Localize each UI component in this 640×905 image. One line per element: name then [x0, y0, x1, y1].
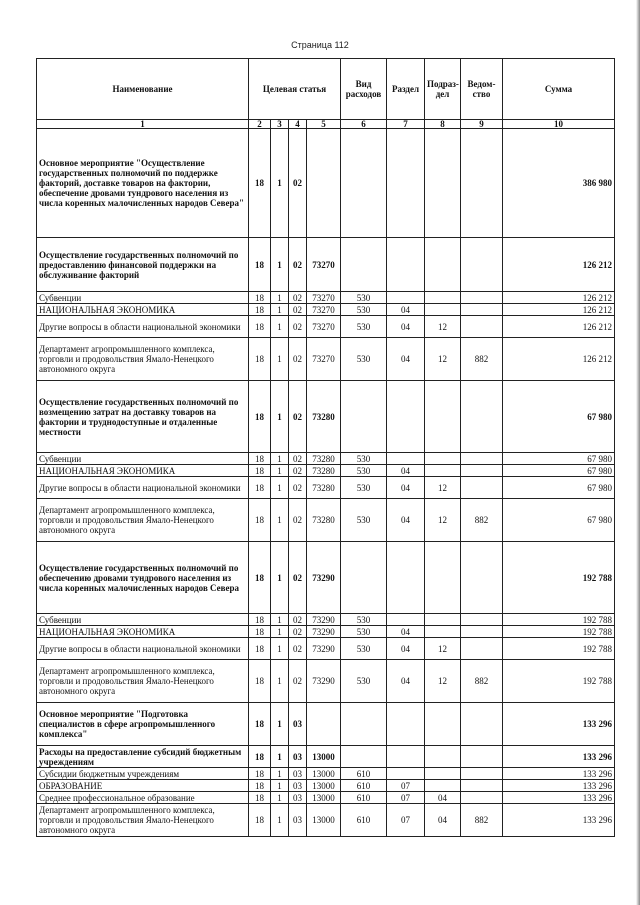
row-sum: 67 980 [503, 465, 615, 477]
cell-c8 [425, 614, 461, 626]
cell-c2: 18 [249, 542, 271, 614]
cell-c8 [425, 780, 461, 792]
row-sum: 133 296 [503, 780, 615, 792]
cell-c3: 1 [271, 542, 289, 614]
row-name: Осуществление государственных полномочий по обеспечению дровами тундрового населения из числа коренных малочисленных народов Севера [37, 542, 249, 614]
cell-c3: 1 [271, 499, 289, 542]
row-name: НАЦИОНАЛЬНАЯ ЭКОНОМИКА [37, 465, 249, 477]
cell-c2: 18 [249, 304, 271, 316]
row-sum: 67 980 [503, 499, 615, 542]
cell-c8: 12 [425, 638, 461, 660]
header-row [37, 59, 615, 120]
cell-c5: 13000 [307, 792, 341, 804]
cell-c5: 73290 [307, 614, 341, 626]
row-name: Расходы на предоставление субсидий бюджетным учреждениям [37, 746, 249, 768]
cell-c3: 1 [271, 626, 289, 638]
cell-c2: 18 [249, 780, 271, 792]
cell-c7: 07 [387, 792, 425, 804]
cell-c8: 12 [425, 338, 461, 381]
cell-c7: 04 [387, 660, 425, 703]
cell-c3: 1 [271, 792, 289, 804]
cell-c4: 02 [289, 660, 307, 703]
cell-c4: 02 [289, 477, 307, 499]
cell-c4: 03 [289, 746, 307, 768]
row-name: Субвенции [37, 453, 249, 465]
cell-c9 [461, 768, 503, 780]
cell-c2: 18 [249, 626, 271, 638]
cell-c7 [387, 768, 425, 780]
table-row [37, 316, 615, 338]
cell-c9 [461, 614, 503, 626]
row-sum: 133 296 [503, 703, 615, 746]
cell-c4: 03 [289, 780, 307, 792]
cell-c9 [461, 477, 503, 499]
row-sum: 133 296 [503, 804, 615, 837]
cell-c5: 73280 [307, 465, 341, 477]
cell-c8 [425, 465, 461, 477]
cell-c8: 12 [425, 477, 461, 499]
cell-c3: 1 [271, 780, 289, 792]
cell-c7: 04 [387, 316, 425, 338]
cell-c9 [461, 626, 503, 638]
col-number: 6 [341, 120, 387, 129]
cell-c8: 04 [425, 792, 461, 804]
cell-c2: 18 [249, 477, 271, 499]
cell-c8 [425, 542, 461, 614]
cell-c9 [461, 292, 503, 304]
cell-c2: 18 [249, 129, 271, 238]
cell-c9 [461, 453, 503, 465]
cell-c6: 530 [341, 292, 387, 304]
cell-c5: 73290 [307, 542, 341, 614]
cell-c7: 04 [387, 477, 425, 499]
table-row [37, 238, 615, 292]
table-row [37, 614, 615, 626]
cell-c8: 12 [425, 499, 461, 542]
cell-c3: 1 [271, 465, 289, 477]
cell-c5: 73290 [307, 660, 341, 703]
row-name: Осуществление государственных полномочий по предоставлению финансовой поддержки на обслуживание факторий [37, 238, 249, 292]
col-number: 3 [271, 120, 289, 129]
cell-c9 [461, 316, 503, 338]
cell-c5: 13000 [307, 804, 341, 837]
table-row [37, 780, 615, 792]
cell-c9 [461, 129, 503, 238]
cell-c2: 18 [249, 614, 271, 626]
table-row [37, 804, 615, 837]
cell-c2: 18 [249, 499, 271, 542]
budget-table [36, 58, 615, 837]
cell-c3: 1 [271, 338, 289, 381]
cell-c6: 530 [341, 338, 387, 381]
header-sum: Сумма [503, 59, 615, 120]
col-number: 7 [387, 120, 425, 129]
cell-c3: 1 [271, 638, 289, 660]
table-row [37, 338, 615, 381]
cell-c4: 03 [289, 792, 307, 804]
cell-c8 [425, 626, 461, 638]
cell-c4: 02 [289, 453, 307, 465]
row-name: НАЦИОНАЛЬНАЯ ЭКОНОМИКА [37, 626, 249, 638]
cell-c4: 02 [289, 292, 307, 304]
row-name: Субвенции [37, 292, 249, 304]
cell-c6 [341, 703, 387, 746]
cell-c2: 18 [249, 465, 271, 477]
cell-c3: 1 [271, 804, 289, 837]
cell-c2: 18 [249, 338, 271, 381]
row-sum: 126 212 [503, 304, 615, 316]
cell-c7 [387, 614, 425, 626]
row-name: Субсидии бюджетным учреждениям [37, 768, 249, 780]
cell-c7 [387, 292, 425, 304]
cell-c2: 18 [249, 381, 271, 453]
cell-c7: 07 [387, 804, 425, 837]
row-sum: 126 212 [503, 238, 615, 292]
cell-c2: 18 [249, 746, 271, 768]
cell-c7 [387, 542, 425, 614]
cell-c4: 02 [289, 304, 307, 316]
column-number-row [37, 120, 615, 129]
cell-c8 [425, 746, 461, 768]
cell-c5: 73290 [307, 626, 341, 638]
row-name: Другие вопросы в области национальной экономики [37, 638, 249, 660]
cell-c6: 610 [341, 804, 387, 837]
cell-c6: 530 [341, 660, 387, 703]
cell-c7 [387, 381, 425, 453]
col-number: 4 [289, 120, 307, 129]
cell-c2: 18 [249, 638, 271, 660]
cell-c8: 12 [425, 316, 461, 338]
cell-c7 [387, 238, 425, 292]
row-sum: 133 296 [503, 746, 615, 768]
table-row [37, 768, 615, 780]
cell-c2: 18 [249, 804, 271, 837]
table-row [37, 129, 615, 238]
row-name: Осуществление государственных полномочий по возмещению затрат на доставку товаров на фактории и труднодоступные и отдаленные местности [37, 381, 249, 453]
cell-c4: 02 [289, 129, 307, 238]
cell-c4: 02 [289, 626, 307, 638]
row-name: ОБРАЗОВАНИЕ [37, 780, 249, 792]
cell-c5: 13000 [307, 780, 341, 792]
page-number: Страница 112 [291, 40, 349, 50]
header-name: Наименование [37, 59, 249, 120]
row-sum: 192 788 [503, 614, 615, 626]
table-row [37, 626, 615, 638]
cell-c7: 04 [387, 626, 425, 638]
row-name: Департамент агропромышленного комплекса, торговли и продовольствия Ямало-Ненецкого автономного округа [37, 338, 249, 381]
cell-c7 [387, 129, 425, 238]
cell-c9: 882 [461, 660, 503, 703]
cell-c9: 882 [461, 338, 503, 381]
cell-c6: 530 [341, 638, 387, 660]
table-row [37, 477, 615, 499]
cell-c5 [307, 703, 341, 746]
cell-c8 [425, 768, 461, 780]
row-sum: 126 212 [503, 316, 615, 338]
cell-c7 [387, 703, 425, 746]
cell-c7: 04 [387, 638, 425, 660]
row-name: Среднее профессиональное образование [37, 792, 249, 804]
table-row [37, 499, 615, 542]
cell-c9 [461, 780, 503, 792]
cell-c3: 1 [271, 477, 289, 499]
row-sum: 67 980 [503, 381, 615, 453]
cell-c5: 73270 [307, 316, 341, 338]
col-number: 2 [249, 120, 271, 129]
cell-c4: 02 [289, 638, 307, 660]
cell-c3: 1 [271, 614, 289, 626]
cell-c2: 18 [249, 316, 271, 338]
cell-c5: 73280 [307, 477, 341, 499]
row-name: Департамент агропромышленного комплекса, торговли и продовольствия Ямало-Ненецкого автономного округа [37, 660, 249, 703]
row-sum: 133 296 [503, 792, 615, 804]
cell-c3: 1 [271, 703, 289, 746]
cell-c4: 03 [289, 703, 307, 746]
table-row [37, 465, 615, 477]
cell-c6: 530 [341, 614, 387, 626]
cell-c4: 02 [289, 499, 307, 542]
header-subsection: Подраз-дел [425, 59, 461, 120]
cell-c6 [341, 238, 387, 292]
cell-c5: 73270 [307, 304, 341, 316]
cell-c5: 13000 [307, 768, 341, 780]
cell-c6 [341, 542, 387, 614]
row-sum: 192 788 [503, 626, 615, 638]
cell-c4: 02 [289, 542, 307, 614]
row-sum: 67 980 [503, 453, 615, 465]
cell-c5: 73290 [307, 638, 341, 660]
cell-c7: 04 [387, 465, 425, 477]
cell-c9 [461, 238, 503, 292]
header-target-article: Целевая статья [249, 59, 341, 120]
cell-c3: 1 [271, 304, 289, 316]
cell-c2: 18 [249, 768, 271, 780]
cell-c4: 02 [289, 316, 307, 338]
cell-c9 [461, 542, 503, 614]
cell-c5 [307, 129, 341, 238]
col-number: 1 [37, 120, 249, 129]
cell-c7: 07 [387, 780, 425, 792]
row-sum: 192 788 [503, 638, 615, 660]
row-name: НАЦИОНАЛЬНАЯ ЭКОНОМИКА [37, 304, 249, 316]
cell-c3: 1 [271, 292, 289, 304]
cell-c6: 530 [341, 477, 387, 499]
cell-c3: 1 [271, 660, 289, 703]
row-sum: 386 980 [503, 129, 615, 238]
header-expense-type: Вид расходов [341, 59, 387, 120]
table-row [37, 703, 615, 746]
cell-c6: 530 [341, 499, 387, 542]
cell-c5: 73280 [307, 381, 341, 453]
row-name: Департамент агропромышленного комплекса, торговли и продовольствия Ямало-Ненецкого автономного округа [37, 804, 249, 837]
cell-c6: 610 [341, 780, 387, 792]
cell-c3: 1 [271, 746, 289, 768]
cell-c4: 02 [289, 338, 307, 381]
cell-c4: 02 [289, 465, 307, 477]
cell-c8 [425, 129, 461, 238]
cell-c8: 12 [425, 660, 461, 703]
cell-c7: 04 [387, 338, 425, 381]
col-number: 5 [307, 120, 341, 129]
cell-c8 [425, 381, 461, 453]
cell-c9 [461, 746, 503, 768]
cell-c2: 18 [249, 703, 271, 746]
cell-c6 [341, 746, 387, 768]
table-row [37, 381, 615, 453]
cell-c7: 04 [387, 499, 425, 542]
row-sum: 192 788 [503, 660, 615, 703]
row-sum: 126 212 [503, 292, 615, 304]
cell-c8 [425, 703, 461, 746]
table-row [37, 453, 615, 465]
cell-c7: 04 [387, 304, 425, 316]
cell-c9 [461, 638, 503, 660]
row-name: Другие вопросы в области национальной экономики [37, 316, 249, 338]
cell-c3: 1 [271, 316, 289, 338]
row-name: Другие вопросы в области национальной экономики [37, 477, 249, 499]
table-body [37, 129, 615, 837]
cell-c8 [425, 238, 461, 292]
cell-c5: 73280 [307, 453, 341, 465]
cell-c5: 13000 [307, 746, 341, 768]
cell-c6 [341, 381, 387, 453]
row-name: Субвенции [37, 614, 249, 626]
cell-c2: 18 [249, 453, 271, 465]
table-row [37, 304, 615, 316]
cell-c4: 02 [289, 614, 307, 626]
cell-c6 [341, 129, 387, 238]
col-number: 10 [503, 120, 615, 129]
cell-c4: 03 [289, 768, 307, 780]
row-name: Основное мероприятие "Осуществление государственных полномочий по поддержке факторий, доставке товаров на фактории, обеспечение дровами тундрового населения из числа коренных малочисленных народов Севера" [37, 129, 249, 238]
cell-c5: 73270 [307, 292, 341, 304]
cell-c3: 1 [271, 381, 289, 453]
scan-edge-shadow [636, 0, 640, 905]
cell-c8 [425, 453, 461, 465]
table-row [37, 746, 615, 768]
cell-c7 [387, 746, 425, 768]
header-section: Раздел [387, 59, 425, 120]
cell-c2: 18 [249, 660, 271, 703]
cell-c6: 530 [341, 316, 387, 338]
cell-c4: 02 [289, 238, 307, 292]
cell-c4: 03 [289, 804, 307, 837]
row-sum: 192 788 [503, 542, 615, 614]
row-name: Основное мероприятие "Подготовка специалистов в сфере агропромышленного комплекса" [37, 703, 249, 746]
cell-c9 [461, 381, 503, 453]
table-row [37, 292, 615, 304]
cell-c2: 18 [249, 792, 271, 804]
row-sum: 67 980 [503, 477, 615, 499]
cell-c4: 02 [289, 381, 307, 453]
cell-c2: 18 [249, 238, 271, 292]
cell-c9 [461, 304, 503, 316]
cell-c8 [425, 304, 461, 316]
cell-c9 [461, 465, 503, 477]
cell-c3: 1 [271, 768, 289, 780]
row-name: Департамент агропромышленного комплекса, торговли и продовольствия Ямало-Ненецкого автономного округа [37, 499, 249, 542]
cell-c5: 73270 [307, 238, 341, 292]
cell-c9 [461, 792, 503, 804]
cell-c6: 530 [341, 304, 387, 316]
cell-c6: 610 [341, 768, 387, 780]
cell-c3: 1 [271, 238, 289, 292]
cell-c5: 73280 [307, 499, 341, 542]
cell-c2: 18 [249, 292, 271, 304]
cell-c9: 882 [461, 804, 503, 837]
table-row [37, 660, 615, 703]
col-number: 9 [461, 120, 503, 129]
table-row [37, 792, 615, 804]
cell-c9: 882 [461, 499, 503, 542]
cell-c6: 530 [341, 453, 387, 465]
cell-c3: 1 [271, 129, 289, 238]
cell-c3: 1 [271, 453, 289, 465]
col-number: 8 [425, 120, 461, 129]
cell-c8: 04 [425, 804, 461, 837]
cell-c6: 530 [341, 465, 387, 477]
cell-c8 [425, 292, 461, 304]
cell-c7 [387, 453, 425, 465]
table-row [37, 638, 615, 660]
cell-c5: 73270 [307, 338, 341, 381]
header-department: Ведом-ство [461, 59, 503, 120]
cell-c9 [461, 703, 503, 746]
row-sum: 133 296 [503, 768, 615, 780]
table-row [37, 542, 615, 614]
cell-c6: 610 [341, 792, 387, 804]
cell-c6: 530 [341, 626, 387, 638]
row-sum: 126 212 [503, 338, 615, 381]
